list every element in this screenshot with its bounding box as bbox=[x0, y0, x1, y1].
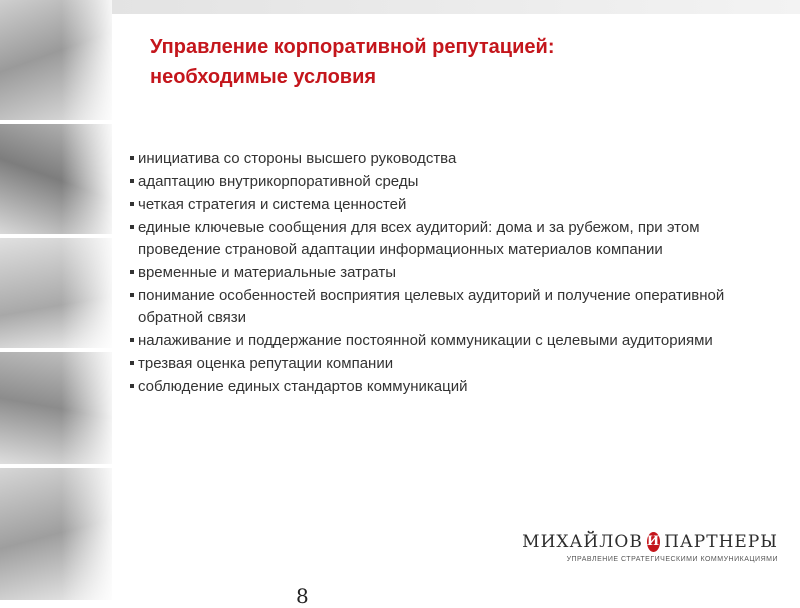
bullet-list bbox=[130, 148, 770, 399]
bullet-marker bbox=[130, 225, 134, 229]
photo-collage bbox=[0, 0, 112, 600]
bullet-item: адаптацию внутрикорпоративной среды bbox=[130, 171, 770, 193]
bullet-item: четкая стратегия и система ценностей bbox=[130, 194, 770, 216]
bullet-marker bbox=[130, 156, 134, 160]
bullet-item: трезвая оценка репутации компании bbox=[130, 353, 770, 375]
logo-wordmark bbox=[522, 532, 778, 552]
photo-tile-5 bbox=[0, 468, 112, 600]
bullet-item: понимание особенностей восприятия целевых аудиторий и получение оперативной обратной связи bbox=[130, 285, 770, 329]
bullet-marker bbox=[130, 179, 134, 183]
company-logo bbox=[522, 532, 778, 572]
bullet-item: налаживание и поддержание постоянной коммуникации с целевыми аудиториями bbox=[130, 330, 770, 352]
bullet-marker bbox=[130, 293, 134, 297]
logo-left: МИХАЙЛОВ bbox=[522, 532, 643, 552]
logo-and-circle: И bbox=[647, 532, 660, 552]
bullet-item: единые ключевые сообщения для всех аудиторий: дома и за рубежом, при этом проведение страновой адаптации информационных материалов компании bbox=[130, 217, 770, 261]
bullet-marker bbox=[130, 384, 134, 388]
bullet-marker bbox=[130, 270, 134, 274]
photo-tile-4 bbox=[0, 352, 112, 464]
logo-right: ПАРТНЕРЫ bbox=[664, 532, 778, 552]
photo-tile-2 bbox=[0, 124, 112, 234]
bullet-marker bbox=[130, 361, 134, 365]
title-line-2: необходимые условия bbox=[150, 66, 377, 88]
logo-tagline: УПРАВЛЕНИЕ СТРАТЕГИЧЕСКИМИ КОММУНИКАЦИЯМИ bbox=[566, 556, 778, 563]
slide-title bbox=[150, 32, 750, 92]
bullet-marker bbox=[130, 338, 134, 342]
photo-tile-3 bbox=[0, 238, 112, 348]
bullet-item: инициатива со стороны высшего руководства bbox=[130, 148, 770, 170]
bullet-item: временные и материальные затраты bbox=[130, 262, 770, 284]
bullet-marker bbox=[130, 202, 134, 206]
top-bar bbox=[112, 0, 800, 14]
bullet-item: соблюдение единых стандартов коммуникаций bbox=[130, 376, 770, 398]
title-line-1: Управление корпоративной репутацией: bbox=[150, 36, 555, 58]
photo-tile-1 bbox=[0, 0, 112, 120]
page-number: 8 bbox=[296, 584, 309, 608]
